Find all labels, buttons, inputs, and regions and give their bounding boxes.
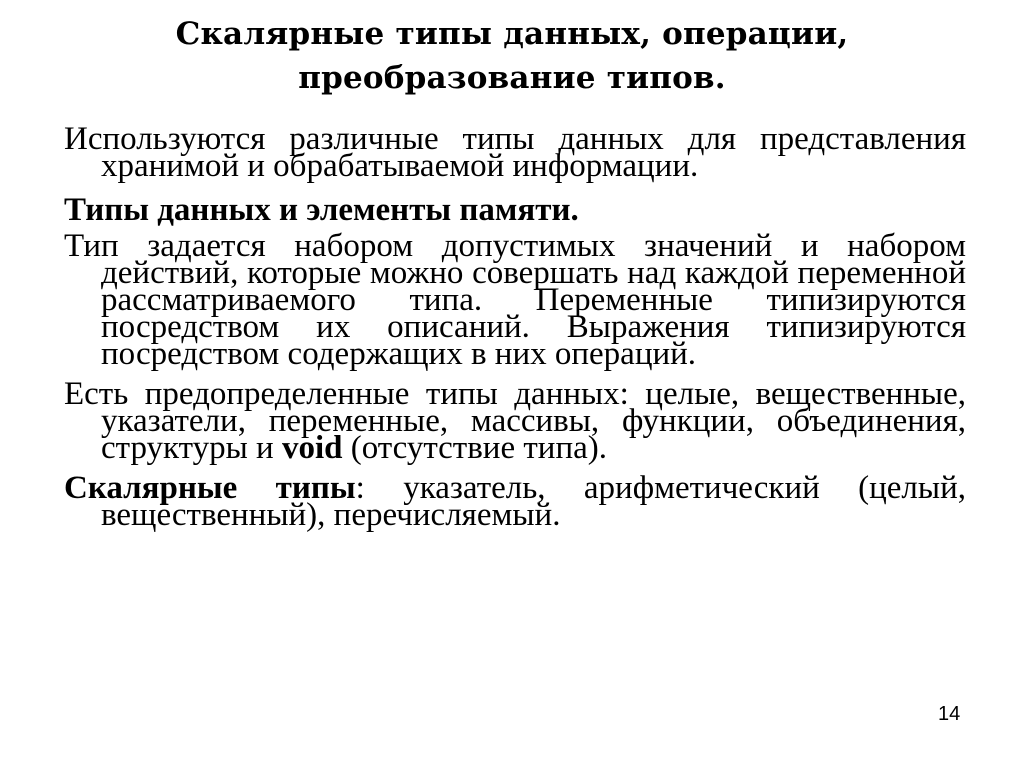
- slide-title: [0, 12, 1024, 100]
- paragraph-predefined-types: [64, 376, 966, 466]
- paragraph-type-definition: Тип задается набором допустимых значений и набором действий, которые можно совершать над каждой переменной рассматриваемого типа. Переменные типизируются посредством их описаний. Выражения типизируются посредством содержащих в них операций.: [64, 228, 966, 372]
- page-number: 14: [938, 703, 961, 725]
- void-keyword: void: [281, 430, 343, 466]
- slide-body: [64, 121, 966, 542]
- slide-title-line-2: преобразование типов.: [298, 60, 726, 96]
- predefined-types-text: Есть предопределенные типы данных: целые, вещественные, указатели, переменные, массивы, функции, объединения, структуры и: [64, 376, 966, 466]
- predefined-types-tail: (отсутствие типа).: [342, 430, 607, 466]
- scalar-types-list: : указатель, арифметический (целый, вещественный), перечисляемый.: [101, 470, 966, 533]
- paragraph-heading-memory: Типы данных и элементы памяти.: [64, 192, 579, 228]
- paragraph-data-types-usage: Используются различные типы данных для представления хранимой и обрабатываемой информации.: [64, 121, 966, 184]
- scalar-types-term: Скалярные типы: [64, 470, 356, 506]
- slide-title-line-1: Скалярные типы данных, операции,: [175, 16, 849, 52]
- paragraph-scalar-types: [64, 470, 966, 533]
